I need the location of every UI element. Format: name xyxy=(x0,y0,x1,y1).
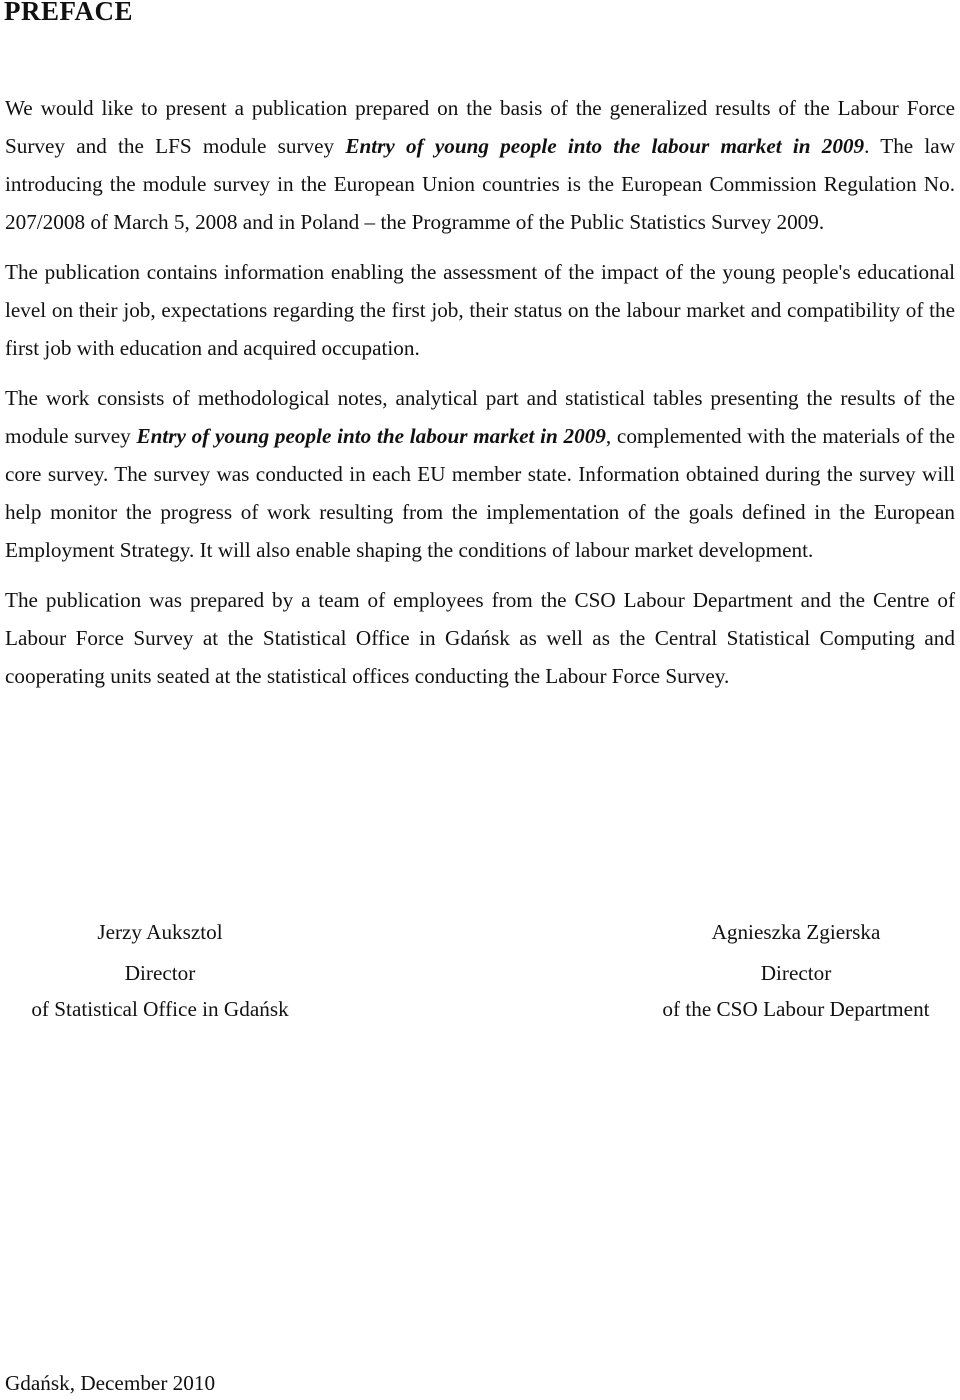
paragraph-4 xyxy=(5,581,955,695)
place-and-date: Gdańsk, December 2010 xyxy=(5,1371,216,1395)
text-segment: The work consists of methodological notes, analytical part and statistical tables presenting the results of the module survey xyxy=(5,386,955,448)
signatory-organization: of Statistical Office in Gdańsk xyxy=(31,997,289,1021)
signature-block-right xyxy=(636,913,956,1027)
text-segment: , complemented with the materials of the core survey. The survey was conducted in each EU member state. Information obtained during the survey will help monitor the progress of work resulting from the implementation of the goals defined in the European Employment Strategy. It will also enable shaping the conditions of labour market development. xyxy=(5,424,956,562)
signatory-organization: of the CSO Labour Department xyxy=(662,997,930,1021)
signatory-role: Director xyxy=(760,961,832,985)
text-segment: The publication was prepared by a team of employees from the CSO Labour Department and the Centre of Labour Force Survey at the Statistical Office in Gdańsk as well as the Central Statistical Computing and cooperating units seated at the statistical offices conducting the Labour Force Survey. xyxy=(5,588,955,688)
signatory-name: Agnieszka Zgierska xyxy=(711,920,881,944)
paragraph-3 xyxy=(5,379,955,569)
emphasis-survey-title: Entry of young people into the labour market in 2009 xyxy=(136,424,606,448)
preface-body xyxy=(5,89,955,707)
emphasis-survey-title: Entry of young people into the labour market in 2009 xyxy=(345,134,865,158)
signatory-name: Jerzy Auksztol xyxy=(97,920,223,944)
signature-block-left xyxy=(5,913,315,1027)
text-segment: We would like to present a publication prepared on the basis of the generalized results of the Labour Force Survey and the LFS module survey xyxy=(5,96,955,158)
text-segment: The publication contains information enabling the assessment of the impact of the young people's educational level on their job, expectations regarding the first job, their status on the labour market and compatibility of the first job with education and acquired occupation. xyxy=(5,260,955,360)
text-segment: . The law introducing the module survey in the European Union countries is the European Commission Regulation No. 207/2008 of March 5, 2008 and in Poland – the Programme of the Public Statistics Survey 2009. xyxy=(5,134,955,234)
paragraph-2 xyxy=(5,253,955,367)
signatory-role: Director xyxy=(124,961,196,985)
paragraph-1 xyxy=(5,89,955,241)
page-title: PREFACE xyxy=(4,0,133,26)
